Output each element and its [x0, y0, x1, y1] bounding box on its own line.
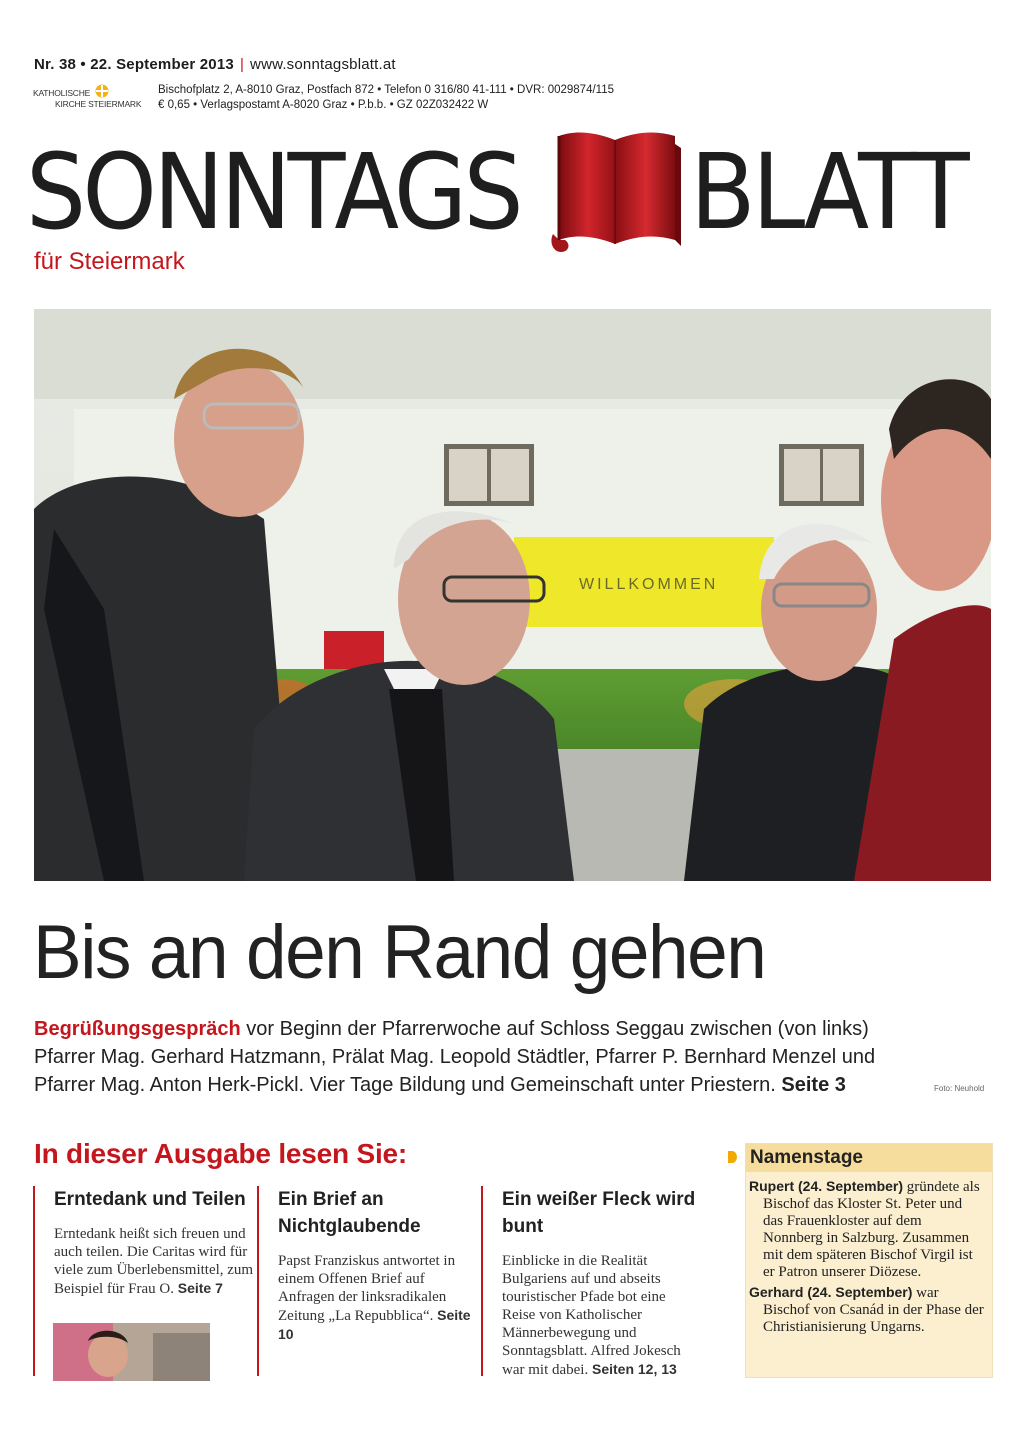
teaser-title: Ein Brief an Nichtglaubende: [278, 1189, 421, 1237]
caption-text: vor Beginn der Pfarrerwoche auf Schloss Seggau zwischen (von links) Pfarrer Mag. Gerhard Hatzmann, Prälat Mag. Leopold Städtler, Pfarrer P. Bernhard Menzel und Pfarrer Mag. Anton Herk-Pickl. Vier Tage Bildung und Gemeinschaft unter Priestern.: [34, 1018, 876, 1096]
caption-page-ref[interactable]: Seite 3: [781, 1074, 846, 1096]
saint-text: gründete als Bischof das Kloster St. Peter und das Frauenkloster auf dem Nonnberg in Salzburg. Zusammen mit dem späteren Bischof Virgil ist er Patron unserer Diözese.: [763, 1179, 980, 1280]
bullet-marker-icon: [728, 1151, 737, 1163]
org-logo-line2: KIRCHE STEIERMARK: [55, 99, 142, 109]
teaser-title: Ein weißer Fleck wird bunt: [502, 1189, 696, 1237]
teaser-brief[interactable]: [257, 1186, 478, 1376]
teaser-text: [54, 1225, 254, 1298]
saint-name: Gerhard (24. September): [749, 1284, 913, 1300]
masthead-sonntags: SONNTAGS: [26, 131, 520, 253]
masthead-blatt: BLATT: [690, 131, 966, 253]
namenstag-entry: [749, 1178, 985, 1281]
red-book-logo-icon: [545, 130, 687, 258]
katholische-kirche-logo: [33, 84, 153, 110]
namenstage-box: [745, 1143, 993, 1378]
mother-child-image: [53, 1323, 210, 1381]
website-link[interactable]: www.sonntagsblatt.at: [250, 56, 396, 73]
address-line-2: € 0,65 • Verlagspostamt A-8020 Graz • P.b.b. • GZ 02Z032422 W: [158, 99, 489, 111]
saint-text: war Bischof von Csanád in der Phase der Christianisierung Ungarns.: [763, 1285, 984, 1335]
cover-photo-illustration: [34, 309, 991, 881]
namenstage-header: [746, 1144, 992, 1172]
teaser-page-ref[interactable]: Seite 10: [278, 1307, 471, 1342]
caption-lead: Begrüßungsgespräch: [34, 1018, 241, 1040]
inside-section-title: In dieser Ausgabe lesen Sie:: [34, 1138, 408, 1169]
photo-credit: Foto: Neuhold: [934, 1084, 985, 1093]
banner-text: WILLKOMMEN: [579, 576, 719, 593]
org-logo-line1: KATHOLISCHE: [33, 88, 91, 98]
publisher-address: [158, 83, 614, 113]
namenstage-title: Namenstage: [750, 1147, 863, 1168]
teaser-page-ref[interactable]: Seiten 12, 13: [591, 1361, 677, 1377]
masthead-tagline: für Steiermark: [34, 248, 185, 275]
photo-caption: [34, 1015, 924, 1099]
teaser-body: Erntedank heißt sich freuen und auch teilen. Die Caritas wird für viele zum Überlebensmittel, zum Beispiel für Frau O.: [54, 1226, 254, 1297]
issue-number-date: Nr. 38 • 22. September 2013: [34, 56, 234, 73]
main-headline: Bis an den Rand gehen: [33, 910, 766, 995]
address-line-1: Bischofplatz 2, A-8010 Graz, Postfach 872 • Telefon 0 316/80 41-111 • DVR: 0029874/115: [158, 84, 615, 96]
teaser-body: Einblicke in die Realität Bulgariens auf und abseits touristischer Pfade bot eine Reise von Katholischer Männerbewegung und Sonntagsblatt. Alfred Jokesch war mit dabei.: [502, 1253, 681, 1378]
saint-name: Rupert (24. September): [749, 1178, 904, 1194]
teaser-body: Papst Franziskus antwortet in einem Offenen Brief auf Anfragen der linksradikalen Zeitung „La Repubblica“.: [278, 1253, 456, 1324]
namenstag-entry: [749, 1284, 985, 1336]
teaser-thumbnail: [53, 1323, 210, 1381]
teaser-text: [502, 1252, 702, 1379]
issue-info: [34, 56, 396, 73]
teaser-title: Erntedank und Teilen: [54, 1189, 246, 1210]
namenstage-body: [749, 1178, 985, 1339]
separator: |: [239, 56, 245, 73]
teaser-text: [278, 1252, 478, 1344]
cross-icon: [95, 84, 109, 98]
teaser-page-ref[interactable]: Seite 7: [177, 1280, 223, 1296]
cover-photo: [34, 309, 991, 881]
teaser-bulgarien[interactable]: [481, 1186, 702, 1376]
